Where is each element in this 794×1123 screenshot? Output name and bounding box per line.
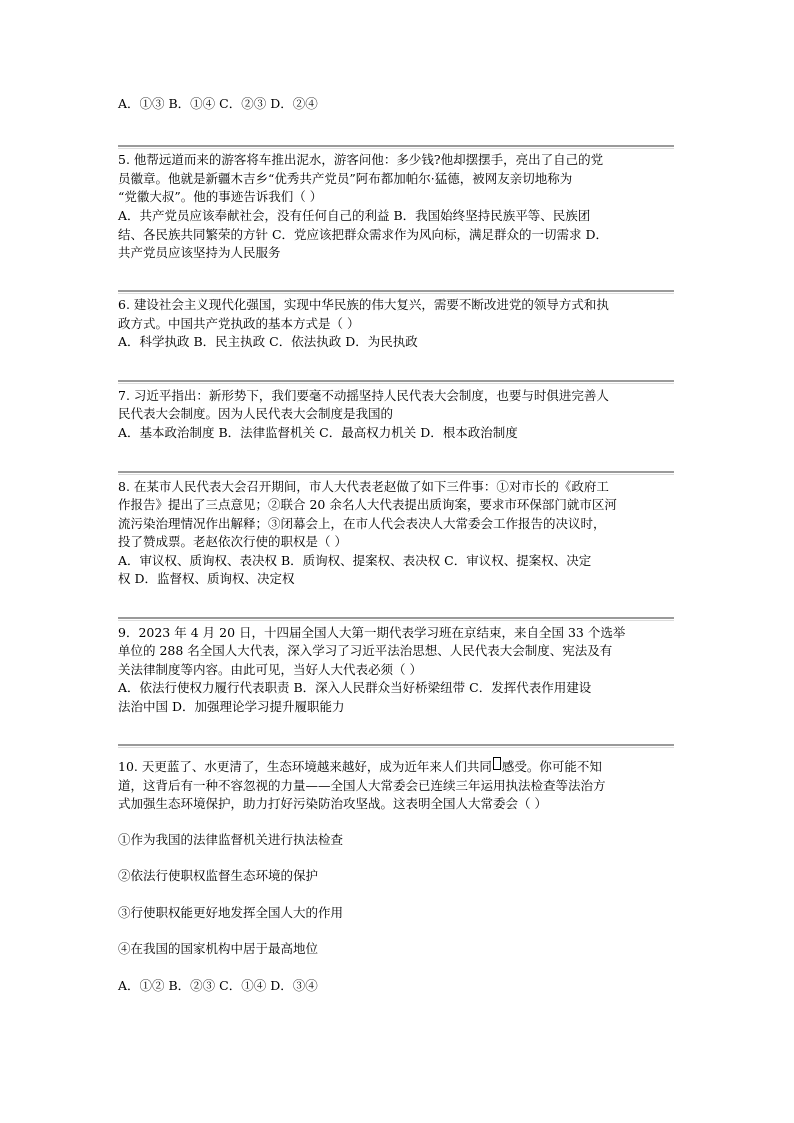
- q9-stem-line-2: 单位的 288 名全国人大代表，深入学习了习近平法治思想、人民代表大会制度、宪法及有: [118, 643, 613, 658]
- missing-glyph-box-icon: [493, 757, 501, 770]
- divider-q6: [118, 290, 674, 292]
- q8-stem-line-4: 投了赞成票。老赵依次行使的职权是（ ）: [118, 534, 347, 549]
- q8-stem-line-3: 流污染治理情况作出解释；③闭幕会上，在市人代会表决人大常委会工作报告的决议时，: [118, 516, 606, 531]
- q4-options: A．①③ B．①④ C．②③ D．②④: [118, 96, 318, 111]
- q8-option-line-1: A．审议权、质询权、表决权 B．质询权、提案权、表决权 C．审议权、提案权、决定: [118, 553, 592, 568]
- q10-stem-line-1: [118, 757, 678, 776]
- q10-stem-line-2: 道，这背后有一种不容忽视的力量——全国人大常委会已连续三年运用执法检查等法治方: [118, 778, 606, 793]
- q9-stem-line-3: 关法律制度等内容。由此可见，当好人大代表必须（ ）: [118, 662, 422, 677]
- q10-stem-line-1-part-b: 感受。你可能不知: [501, 759, 602, 774]
- q5-stem-line-1: 5. 他帮远道而来的游客将车推出泥水，游客问他：多少钱?他却摆摆手，亮出了自己的党: [118, 152, 604, 167]
- q10-statement-4: ④在我国的国家机构中居于最高地位: [118, 941, 319, 956]
- q5-stem-line-3: “党徽大叔”。他的事迹告诉我们（ ）: [118, 189, 323, 204]
- q9-option-line-2: 法治中国 D．加强理论学习提升履职能力: [118, 699, 345, 714]
- q8-option-line-2: 权 D．监督权、质询权、决定权: [118, 571, 295, 586]
- q10-statement-3: ③行使职权能更好地发挥全国人大的作用: [118, 905, 344, 920]
- q8-stem-line-1: 8. 在某市人民代表大会召开期间，市人大代表老赵做了如下三件事：①对市长的《政府工: [118, 479, 609, 494]
- q9-stem-line-1: 9．2023 年 4 月 20 日，十四届全国人大第一期代表学习班在京结束，来自全国 33 个选举: [118, 625, 626, 640]
- q9-option-line-1: A．依法行使权力履行代表职责 B．深入人民群众当好桥梁纽带 C．发挥代表作用建设: [118, 680, 592, 695]
- q10-stem-line-1-part-a: 10. 天更蓝了、水更清了，生态环境越来越好，成为近年来人们共同: [118, 759, 492, 774]
- q10-options: A．①② B．②③ C．①④ D．③④: [118, 978, 318, 993]
- divider-q7: [118, 380, 674, 382]
- divider-q9: [118, 617, 674, 619]
- q6-stem-line-1: 6. 建设社会主义现代化强国，实现中华民族的伟大复兴，需要不断改进党的领导方式和执: [118, 297, 609, 312]
- divider-q8: [118, 471, 674, 473]
- divider-q10: [118, 744, 674, 746]
- q10-stem-line-3: 式加强生态环境保护，助力打好污染防治攻坚战。这表明全国人大常委会（ ）: [118, 796, 547, 811]
- q8-stem-line-2: 作报告》提出了三点意见；②联合 20 余名人大代表提出质询案，要求市环保部门就市区河: [118, 497, 617, 512]
- q5-option-line-2: 结、各民族共同繁荣的方针 C．党应该把群众需求作为风向标，满足群众的一切需求 D．: [118, 227, 609, 242]
- q10-statement-2: ②依法行使职权监督生态环境的保护: [118, 868, 319, 883]
- q7-stem-line-2: 民代表大会制度。因为人民代表大会制度是我国的: [118, 406, 394, 421]
- q5-option-line-3: 共产党员应该坚持为人民服务: [118, 245, 281, 260]
- q6-option-line-1: A．科学执政 B．民主执政 C．依法执政 D．为民执政: [118, 334, 418, 349]
- q7-stem-line-1: 7. 习近平指出：新形势下，我们要毫不动摇坚持人民代表大会制度，也要与时俱进完善人: [118, 388, 609, 403]
- q6-stem-line-2: 政方式。中国共产党执政的基本方式是（ ）: [118, 316, 360, 331]
- q10-statement-1: ①作为我国的法律监督机关进行执法检查: [118, 832, 344, 847]
- q5-stem-line-2: 员徽章。他就是新疆木吉乡“优秀共产党员”阿布都加帕尔·猛德，被网友亲切地称为: [118, 171, 573, 186]
- q5-option-line-1: A．共产党员应该奉献社会，没有任何自己的利益 B．我国始终坚持民族平等、民族团: [118, 208, 591, 223]
- divider-q5: [118, 145, 674, 147]
- q7-option-line-1: A．基本政治制度 B．法律监督机关 C．最高权力机关 D．根本政治制度: [118, 425, 518, 440]
